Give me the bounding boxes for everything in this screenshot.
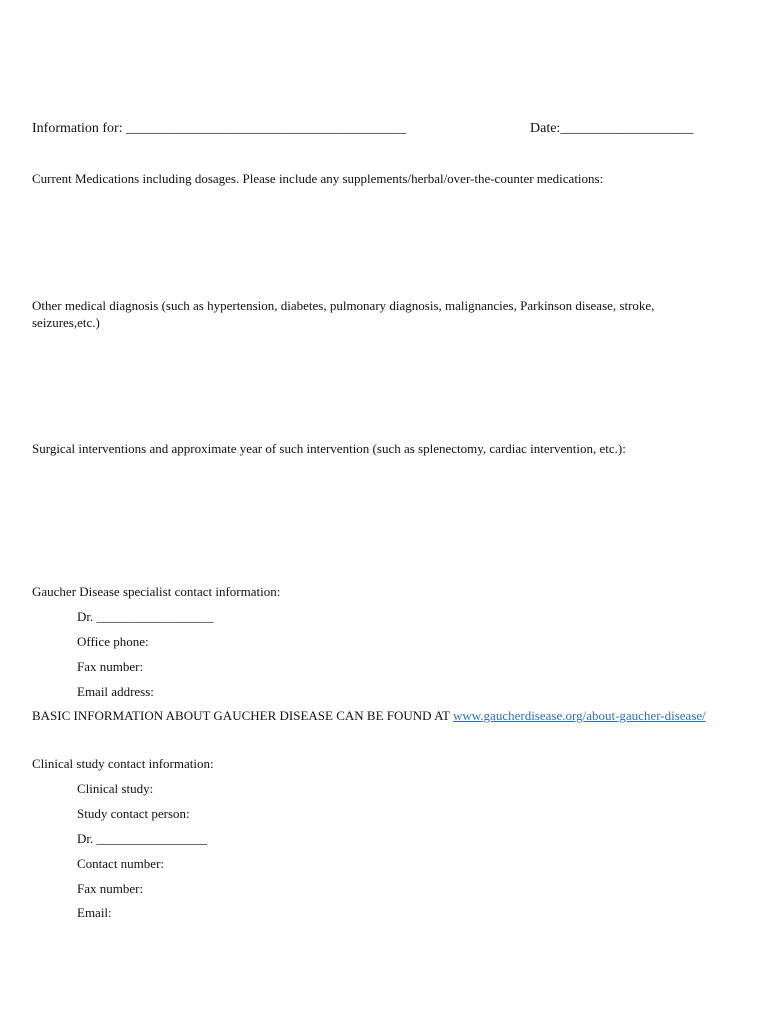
date-field[interactable]: Date:___________________ <box>530 121 694 136</box>
specialist-fax-label: Fax number: <box>77 659 144 674</box>
specialist-office-phone-label: Office phone: <box>77 634 149 649</box>
study-contact-person-label: Study contact person: <box>77 806 190 821</box>
clinical-study-label: Clinical study: <box>77 781 154 796</box>
diagnosis-prompt: Other medical diagnosis (such as hypertension, diabetes, pulmonary diagnosis, malignancies, Parkinson disease, stroke, seizures,etc.) <box>32 298 655 330</box>
basic-info-paragraph <box>32 707 722 724</box>
medications-prompt: Current Medications including dosages. Please include any supplements/herbal/over-the-counter medications: <box>32 171 604 186</box>
gaucher-info-link[interactable]: www.gaucherdisease.org/about-gaucher-disease/ <box>452 708 706 723</box>
surgical-prompt: Surgical interventions and approximate year of such intervention (such as splenectomy, cardiac intervention, etc.): <box>32 441 626 456</box>
clinical-doctor-field[interactable]: Dr. _________________ <box>77 831 207 846</box>
clinical-email-label: Email: <box>77 905 112 920</box>
clinical-heading: Clinical study contact information: <box>32 756 214 771</box>
contact-number-label: Contact number: <box>77 856 165 871</box>
basic-info-text: BASIC INFORMATION ABOUT GAUCHER DISEASE CAN BE FOUND AT <box>32 708 453 723</box>
specialist-doctor-field[interactable]: Dr. __________________ <box>77 609 214 624</box>
clinical-fax-label: Fax number: <box>77 881 144 896</box>
specialist-email-label: Email address: <box>77 684 154 699</box>
specialist-heading: Gaucher Disease specialist contact information: <box>32 584 281 599</box>
information-for-field[interactable]: Information for: ________________________________________ <box>32 121 407 136</box>
